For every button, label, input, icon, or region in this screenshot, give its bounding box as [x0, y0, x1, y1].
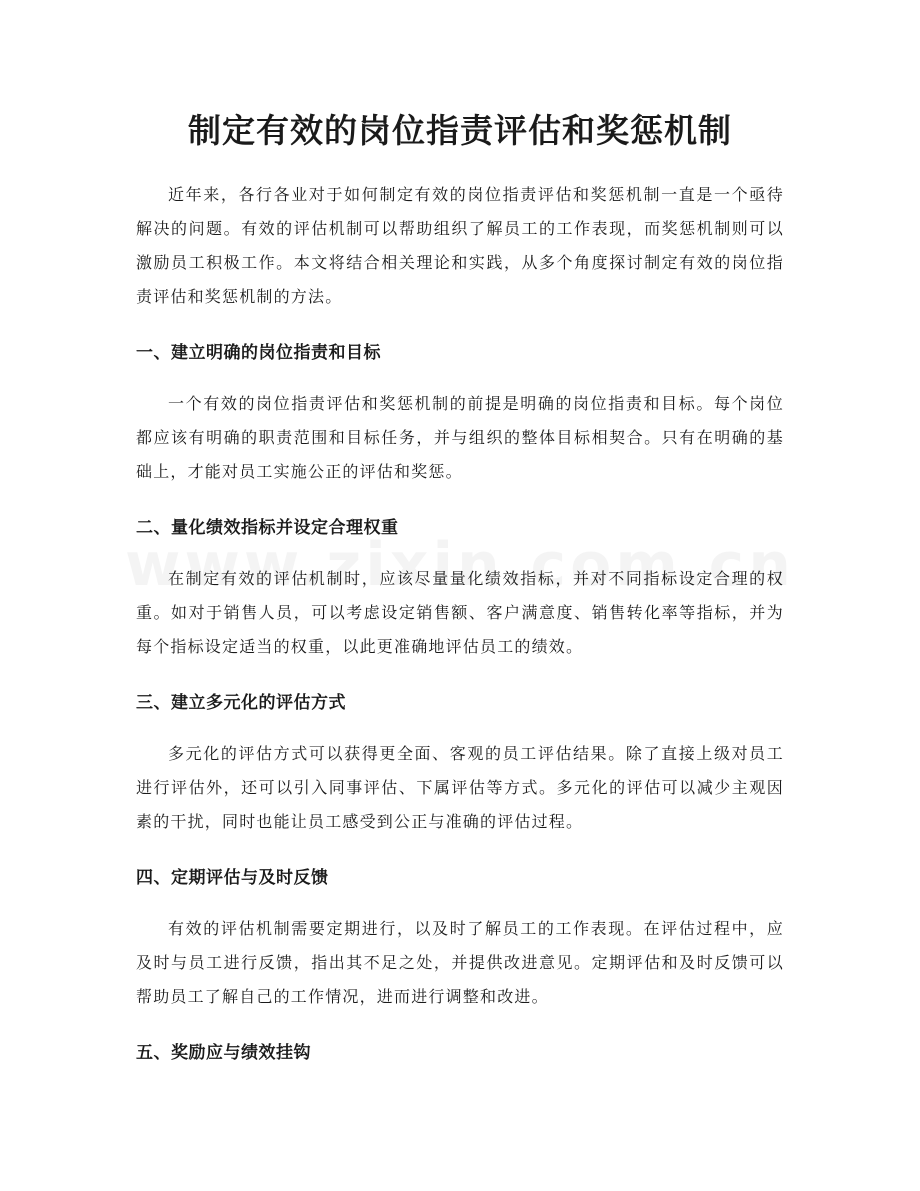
- section-4-heading: 四、定期评估与及时反馈: [136, 868, 329, 888]
- section-3-body: 多元化的评估方式可以获得更全面、客观的员工评估结果。除了直接上级对员工进行评估外，还可以引入同事评估、下属评估等方式。多元化的评估可以减少主观因素的干扰，同时也能让员工感受到公正与准确的评估过程。: [136, 744, 784, 831]
- section-4-body: 有效的评估机制需要定期进行，以及时了解员工的工作表现。在评估过程中，应及时与员工进行反馈，指出其不足之处，并提供改进意见。定期评估和及时反馈可以帮助员工了解自己的工作情况，进而进行调整和改进。: [136, 919, 784, 1006]
- section-1-heading: 一、建立明确的岗位指责和目标: [136, 343, 381, 363]
- section-5-heading: 五、奖励应与绩效挂钩: [136, 1043, 311, 1063]
- section-2-body: 在制定有效的评估机制时，应该尽量量化绩效指标，并对不同指标设定合理的权重。如对于销售人员，可以考虑设定销售额、客户满意度、销售转化率等指标，并为每个指标设定适当的权重，以此更准确地评估员工的绩效。: [136, 569, 784, 656]
- section-2-heading: 二、量化绩效指标并设定合理权重: [136, 518, 399, 538]
- document-title: 制定有效的岗位指责评估和奖惩机制: [188, 111, 732, 150]
- document-body: [136, 178, 784, 1070]
- section-3-heading: 三、建立多元化的评估方式: [136, 693, 346, 713]
- intro-paragraph: 近年来，各行各业对于如何制定有效的岗位指责评估和奖惩机制一直是一个亟待解决的问题。有效的评估机制可以帮助组织了解员工的工作表现，而奖惩机制则可以激励员工积极工作。本文将结合相关理论和实践，从多个角度探讨制定有效的岗位指责评估和奖惩机制的方法。: [136, 185, 784, 306]
- section-1-body: 一个有效的岗位指责评估和奖惩机制的前提是明确的岗位指责和目标。每个岗位都应该有明确的职责范围和目标任务，并与组织的整体目标相契合。只有在明确的基础上，才能对员工实施公正的评估和奖惩。: [136, 394, 784, 481]
